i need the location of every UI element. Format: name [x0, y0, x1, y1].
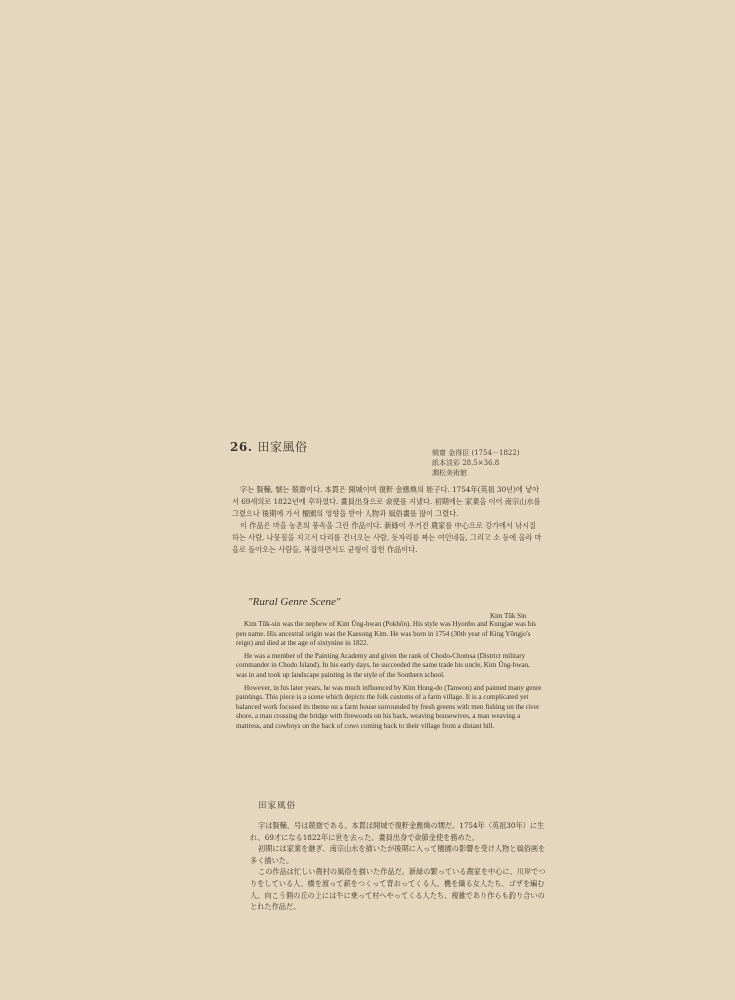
- english-paragraph: Kim Tŭk-sin was the nephew of Kim Ŭng-hwan (Pokhŏn). His style was Hyonbo and Kungjae was his pen name. His ancestral origin was the Kaesong Kim. He was born in 1754 (30th year of King Yŏngjo's reign) and died at the age of sixtynine in 1822.: [236, 620, 537, 648]
- japanese-paragraph: この作品は忙しい農村の風俗を描いた作品だ。新緑の繁っている農家を中心に、川岸でつりをしている人、橋を渡って薪をつくって背おってくる人、機を織る女人たち、ゴザを編む人、向こう側の丘の上には牛に乗って村へやってくる人たち、複雑であり作らも釣り合いのとれた作品だ。: [250, 867, 546, 912]
- artwork-metadata: [432, 448, 562, 478]
- english-paragraph: However, in his later years, he was much influenced by Kim Hong-do (Tanwon) and painted many genre paintings. This piece is a scene which depicts the folk customs of a farm village. It is a complicated yet balanced work focused its theme on a farm house surrounded by fresh greens with men fishing on the river shore, a man crossing the bridge with firewoods on his back, weaving housewives, a man weaving a mattress, and cowboys on the back of cows coming back to their village from a distant hill.: [236, 683, 542, 730]
- english-description: [236, 620, 542, 735]
- korean-paragraph: 이 作品은 마을 농촌의 풍속을 그린 作品이다. 新綠이 우거진 農家를 中心으로 강가에서 낚시질 하는 사람, 나뭇짐을 지고서 다리를 건너오는 사람, 돗자리를 짜는 여인네들, 그리고 소 등에 올라 마을로 돌아오는 사람들, 복잡하면서도 균형이 잡힌 作品이다.: [232, 521, 542, 554]
- korean-description: [232, 484, 544, 556]
- english-paragraph: He was a member of the Painting Academy and given the rank of Chodo-Chomsa (District military commander in Chodo Island). In his early days, he succeeded the same trade his uncle, Kim Ŭng-hwan, was in and took up landscape painting in the style of the Southern school.: [236, 651, 530, 679]
- japanese-paragraph: 字は賢輔、号は兢齋である。本貫は開城で復軒金應煥の甥だ。1754年（英祖30年）に生れ、69才になる1822年に世を去った。畫員出身で僉節金使を務めた。: [250, 821, 545, 842]
- plate-title: 田家風俗: [257, 440, 308, 454]
- plate-number: 26.: [230, 440, 253, 454]
- japanese-description: [250, 820, 550, 913]
- collection-name: 澗松美術館: [432, 469, 467, 477]
- english-title: "Rural Genre Scene": [248, 596, 341, 608]
- japanese-title: 田家風俗: [258, 801, 297, 811]
- artist-credit: 兢齋 金得臣 (1754－1822): [432, 449, 520, 457]
- japanese-paragraph: 初期には家業を継ぎ、南宗山水を描いたが後期に入って檀園の影響を受け人物と風俗画を多く描いた。: [250, 844, 546, 865]
- medium-dimensions: 紙本淡彩 28.5×36.8: [432, 459, 500, 467]
- english-author: Kim Tŭk Sin: [490, 612, 527, 620]
- korean-paragraph: 字는 賢輔, 號는 兢齋이다. 本貫은 開城이며 復軒 金應煥의 姪子다. 1754年(英祖 30년)에 낳아서 69세의로 1822년에 卒하였다. 畫員出身으로 僉使를 지냈다. 初期에는 家業을 이어 南宗山水를 그렸으나 後期에 가서 檀園의 영향을 받아 人物과 風俗畫를 많이 그렸다.: [232, 485, 541, 518]
